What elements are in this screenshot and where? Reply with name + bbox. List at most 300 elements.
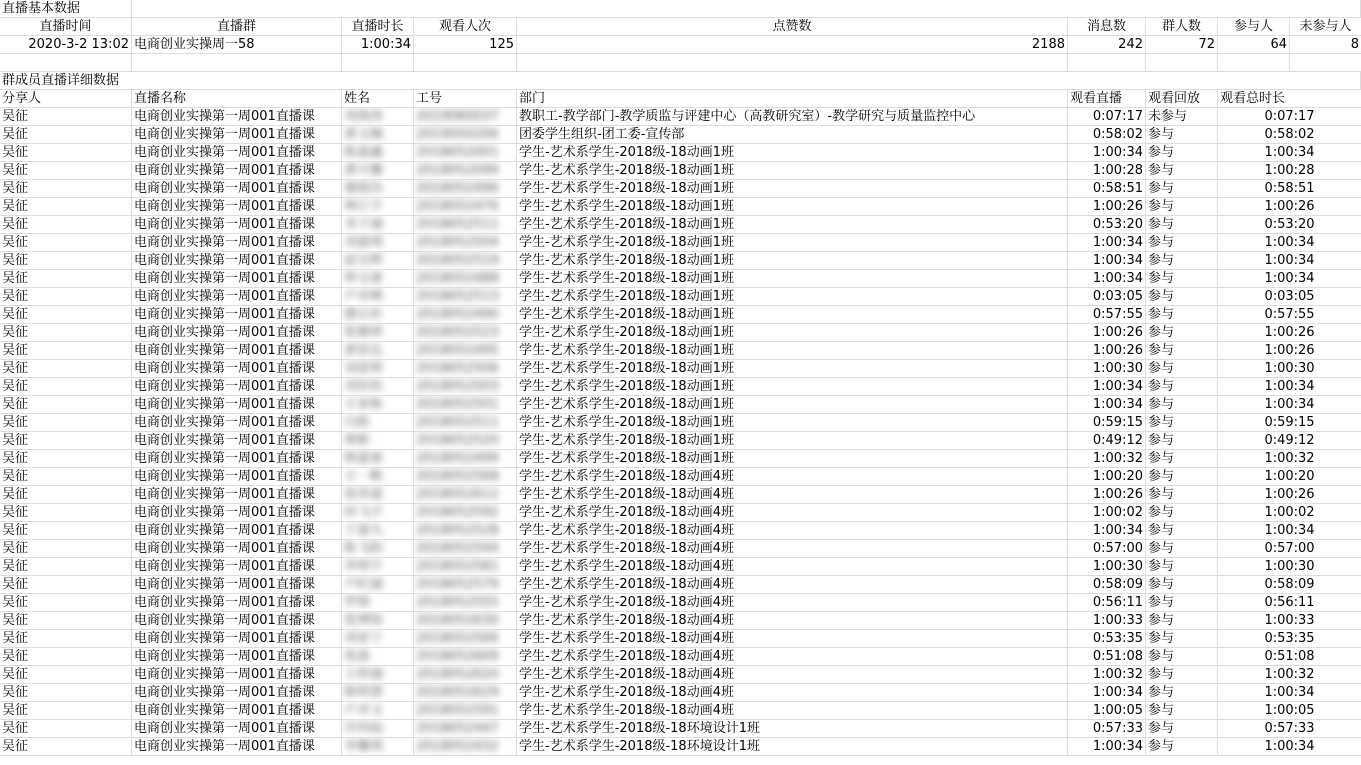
watch-replay-cell[interactable] bbox=[1146, 468, 1218, 486]
department-cell[interactable] bbox=[517, 540, 1068, 558]
total-watch-time-cell[interactable] bbox=[1218, 540, 1361, 558]
employee-id-cell[interactable] bbox=[414, 288, 517, 306]
total-watch-time-cell[interactable] bbox=[1218, 666, 1361, 684]
total-watch-time-cell[interactable] bbox=[1218, 720, 1361, 738]
total-watch-time-cell[interactable] bbox=[1218, 360, 1361, 378]
member-name-cell[interactable] bbox=[342, 594, 414, 612]
sharer-cell[interactable] bbox=[0, 216, 132, 234]
total-watch-time-cell[interactable] bbox=[1218, 288, 1361, 306]
watch-replay-cell[interactable] bbox=[1146, 252, 1218, 270]
department-cell[interactable] bbox=[517, 432, 1068, 450]
employee-id-cell[interactable] bbox=[414, 576, 517, 594]
live-name-cell[interactable] bbox=[132, 576, 342, 594]
live-name-cell[interactable] bbox=[132, 288, 342, 306]
employee-id-cell[interactable] bbox=[414, 342, 517, 360]
watch-replay-cell[interactable] bbox=[1146, 396, 1218, 414]
total-watch-time-cell[interactable] bbox=[1218, 108, 1361, 126]
sharer-cell[interactable] bbox=[0, 684, 132, 702]
member-name-cell[interactable] bbox=[342, 504, 414, 522]
empty-cell[interactable] bbox=[342, 54, 414, 72]
live-name-cell[interactable] bbox=[132, 342, 342, 360]
watch-replay-cell[interactable] bbox=[1146, 414, 1218, 432]
value-likes[interactable]: 2188 bbox=[517, 36, 1068, 54]
watch-live-cell[interactable] bbox=[1068, 162, 1146, 180]
live-name-cell[interactable] bbox=[132, 738, 342, 756]
watch-live-cell[interactable] bbox=[1068, 324, 1146, 342]
watch-live-cell[interactable] bbox=[1068, 126, 1146, 144]
basic-section-title[interactable]: 直播基本数据 bbox=[0, 0, 132, 18]
live-name-cell[interactable] bbox=[132, 360, 342, 378]
employee-id-cell[interactable] bbox=[414, 198, 517, 216]
sharer-cell[interactable] bbox=[0, 108, 132, 126]
department-cell[interactable] bbox=[517, 198, 1068, 216]
member-name-cell[interactable] bbox=[342, 198, 414, 216]
total-watch-time-cell[interactable] bbox=[1218, 522, 1361, 540]
employee-id-cell[interactable] bbox=[414, 684, 517, 702]
department-cell[interactable] bbox=[517, 468, 1068, 486]
sharer-cell[interactable] bbox=[0, 342, 132, 360]
sharer-cell[interactable] bbox=[0, 468, 132, 486]
employee-id-cell[interactable] bbox=[414, 486, 517, 504]
header-watch-replay[interactable]: 观看回放 bbox=[1146, 90, 1218, 108]
watch-live-cell[interactable] bbox=[1068, 396, 1146, 414]
employee-id-cell[interactable] bbox=[414, 270, 517, 288]
member-name-cell[interactable] bbox=[342, 684, 414, 702]
member-name-cell[interactable] bbox=[342, 288, 414, 306]
member-name-cell[interactable] bbox=[342, 252, 414, 270]
sharer-cell[interactable] bbox=[0, 252, 132, 270]
total-watch-time-cell[interactable] bbox=[1218, 576, 1361, 594]
watch-live-cell[interactable] bbox=[1068, 522, 1146, 540]
live-name-cell[interactable] bbox=[132, 486, 342, 504]
header-department[interactable]: 部门 bbox=[517, 90, 1068, 108]
department-cell[interactable] bbox=[517, 504, 1068, 522]
member-name-cell[interactable] bbox=[342, 378, 414, 396]
department-cell[interactable] bbox=[517, 144, 1068, 162]
live-name-cell[interactable] bbox=[132, 108, 342, 126]
member-name-cell[interactable] bbox=[342, 126, 414, 144]
watch-live-cell[interactable] bbox=[1068, 108, 1146, 126]
watch-live-cell[interactable] bbox=[1068, 432, 1146, 450]
employee-id-cell[interactable] bbox=[414, 504, 517, 522]
employee-id-cell[interactable] bbox=[414, 666, 517, 684]
live-name-cell[interactable] bbox=[132, 270, 342, 288]
total-watch-time-cell[interactable] bbox=[1218, 486, 1361, 504]
empty-cell[interactable] bbox=[1146, 54, 1218, 72]
value-view-count[interactable]: 125 bbox=[414, 36, 517, 54]
header-live-time[interactable]: 直播时间 bbox=[0, 18, 132, 36]
sharer-cell[interactable] bbox=[0, 198, 132, 216]
department-cell[interactable] bbox=[517, 306, 1068, 324]
member-name-cell[interactable] bbox=[342, 576, 414, 594]
empty-cell[interactable] bbox=[517, 54, 1068, 72]
live-name-cell[interactable] bbox=[132, 630, 342, 648]
watch-replay-cell[interactable] bbox=[1146, 702, 1218, 720]
watch-replay-cell[interactable] bbox=[1146, 126, 1218, 144]
member-name-cell[interactable] bbox=[342, 432, 414, 450]
watch-replay-cell[interactable] bbox=[1146, 180, 1218, 198]
member-name-cell[interactable] bbox=[342, 144, 414, 162]
member-name-cell[interactable] bbox=[342, 522, 414, 540]
employee-id-cell[interactable] bbox=[414, 234, 517, 252]
sharer-cell[interactable] bbox=[0, 720, 132, 738]
employee-id-cell[interactable] bbox=[414, 396, 517, 414]
header-participants[interactable]: 参与人 bbox=[1218, 18, 1290, 36]
member-name-cell[interactable] bbox=[342, 666, 414, 684]
live-name-cell[interactable] bbox=[132, 612, 342, 630]
employee-id-cell[interactable] bbox=[414, 324, 517, 342]
header-non-participants[interactable]: 未参与人 bbox=[1290, 18, 1361, 36]
sharer-cell[interactable] bbox=[0, 144, 132, 162]
department-cell[interactable] bbox=[517, 594, 1068, 612]
sharer-cell[interactable] bbox=[0, 234, 132, 252]
member-name-cell[interactable] bbox=[342, 414, 414, 432]
total-watch-time-cell[interactable] bbox=[1218, 612, 1361, 630]
value-messages[interactable]: 242 bbox=[1068, 36, 1146, 54]
value-participants[interactable]: 64 bbox=[1218, 36, 1290, 54]
member-name-cell[interactable] bbox=[342, 306, 414, 324]
employee-id-cell[interactable] bbox=[414, 252, 517, 270]
watch-live-cell[interactable] bbox=[1068, 666, 1146, 684]
employee-id-cell[interactable] bbox=[414, 594, 517, 612]
live-name-cell[interactable] bbox=[132, 468, 342, 486]
watch-replay-cell[interactable] bbox=[1146, 486, 1218, 504]
watch-replay-cell[interactable] bbox=[1146, 306, 1218, 324]
header-live-group[interactable]: 直播群 bbox=[132, 18, 342, 36]
sharer-cell[interactable] bbox=[0, 486, 132, 504]
live-name-cell[interactable] bbox=[132, 396, 342, 414]
header-live-duration[interactable]: 直播时长 bbox=[342, 18, 414, 36]
employee-id-cell[interactable] bbox=[414, 648, 517, 666]
department-cell[interactable] bbox=[517, 234, 1068, 252]
department-cell[interactable] bbox=[517, 396, 1068, 414]
watch-replay-cell[interactable] bbox=[1146, 648, 1218, 666]
total-watch-time-cell[interactable] bbox=[1218, 270, 1361, 288]
sharer-cell[interactable] bbox=[0, 702, 132, 720]
header-sharer[interactable]: 分享人 bbox=[0, 90, 132, 108]
watch-replay-cell[interactable] bbox=[1146, 504, 1218, 522]
watch-replay-cell[interactable] bbox=[1146, 198, 1218, 216]
employee-id-cell[interactable] bbox=[414, 558, 517, 576]
watch-replay-cell[interactable] bbox=[1146, 378, 1218, 396]
watch-replay-cell[interactable] bbox=[1146, 162, 1218, 180]
watch-live-cell[interactable] bbox=[1068, 270, 1146, 288]
empty-cell[interactable] bbox=[1068, 54, 1146, 72]
watch-live-cell[interactable] bbox=[1068, 252, 1146, 270]
department-cell[interactable] bbox=[517, 738, 1068, 756]
member-name-cell[interactable] bbox=[342, 612, 414, 630]
department-cell[interactable] bbox=[517, 324, 1068, 342]
live-name-cell[interactable] bbox=[132, 216, 342, 234]
live-name-cell[interactable] bbox=[132, 684, 342, 702]
member-name-cell[interactable] bbox=[342, 324, 414, 342]
sharer-cell[interactable] bbox=[0, 180, 132, 198]
live-name-cell[interactable] bbox=[132, 432, 342, 450]
live-name-cell[interactable] bbox=[132, 234, 342, 252]
sharer-cell[interactable] bbox=[0, 666, 132, 684]
sharer-cell[interactable] bbox=[0, 738, 132, 756]
watch-replay-cell[interactable] bbox=[1146, 324, 1218, 342]
watch-live-cell[interactable] bbox=[1068, 288, 1146, 306]
watch-live-cell[interactable] bbox=[1068, 360, 1146, 378]
sharer-cell[interactable] bbox=[0, 450, 132, 468]
live-name-cell[interactable] bbox=[132, 378, 342, 396]
department-cell[interactable] bbox=[517, 288, 1068, 306]
watch-live-cell[interactable] bbox=[1068, 144, 1146, 162]
sharer-cell[interactable] bbox=[0, 378, 132, 396]
live-name-cell[interactable] bbox=[132, 162, 342, 180]
total-watch-time-cell[interactable] bbox=[1218, 594, 1361, 612]
employee-id-cell[interactable] bbox=[414, 378, 517, 396]
empty-cell[interactable] bbox=[1218, 54, 1290, 72]
sharer-cell[interactable] bbox=[0, 432, 132, 450]
live-name-cell[interactable] bbox=[132, 324, 342, 342]
watch-replay-cell[interactable] bbox=[1146, 576, 1218, 594]
member-name-cell[interactable] bbox=[342, 468, 414, 486]
watch-live-cell[interactable] bbox=[1068, 234, 1146, 252]
department-cell[interactable] bbox=[517, 414, 1068, 432]
header-employee-id[interactable]: 工号 bbox=[414, 90, 517, 108]
watch-live-cell[interactable] bbox=[1068, 180, 1146, 198]
sharer-cell[interactable] bbox=[0, 540, 132, 558]
live-name-cell[interactable] bbox=[132, 414, 342, 432]
header-group-size[interactable]: 群人数 bbox=[1146, 18, 1218, 36]
department-cell[interactable] bbox=[517, 522, 1068, 540]
department-cell[interactable] bbox=[517, 702, 1068, 720]
total-watch-time-cell[interactable] bbox=[1218, 126, 1361, 144]
member-name-cell[interactable] bbox=[342, 270, 414, 288]
empty-cell[interactable] bbox=[132, 54, 342, 72]
watch-live-cell[interactable] bbox=[1068, 612, 1146, 630]
department-cell[interactable] bbox=[517, 108, 1068, 126]
member-name-cell[interactable] bbox=[342, 360, 414, 378]
value-non-participants[interactable]: 8 bbox=[1290, 36, 1361, 54]
total-watch-time-cell[interactable] bbox=[1218, 432, 1361, 450]
total-watch-time-cell[interactable] bbox=[1218, 180, 1361, 198]
member-name-cell[interactable] bbox=[342, 486, 414, 504]
department-cell[interactable] bbox=[517, 558, 1068, 576]
watch-replay-cell[interactable] bbox=[1146, 630, 1218, 648]
member-name-cell[interactable] bbox=[342, 342, 414, 360]
watch-replay-cell[interactable] bbox=[1146, 432, 1218, 450]
employee-id-cell[interactable] bbox=[414, 414, 517, 432]
live-name-cell[interactable] bbox=[132, 504, 342, 522]
live-name-cell[interactable] bbox=[132, 720, 342, 738]
header-likes[interactable]: 点赞数 bbox=[517, 18, 1068, 36]
total-watch-time-cell[interactable] bbox=[1218, 738, 1361, 756]
employee-id-cell[interactable] bbox=[414, 738, 517, 756]
department-cell[interactable] bbox=[517, 270, 1068, 288]
empty-cell[interactable] bbox=[414, 54, 517, 72]
total-watch-time-cell[interactable] bbox=[1218, 648, 1361, 666]
sharer-cell[interactable] bbox=[0, 360, 132, 378]
employee-id-cell[interactable] bbox=[414, 720, 517, 738]
employee-id-cell[interactable] bbox=[414, 540, 517, 558]
member-name-cell[interactable] bbox=[342, 558, 414, 576]
total-watch-time-cell[interactable] bbox=[1218, 306, 1361, 324]
sharer-cell[interactable] bbox=[0, 558, 132, 576]
sharer-cell[interactable] bbox=[0, 162, 132, 180]
department-cell[interactable] bbox=[517, 486, 1068, 504]
employee-id-cell[interactable] bbox=[414, 216, 517, 234]
live-name-cell[interactable] bbox=[132, 450, 342, 468]
total-watch-time-cell[interactable] bbox=[1218, 396, 1361, 414]
sharer-cell[interactable] bbox=[0, 630, 132, 648]
member-name-cell[interactable] bbox=[342, 540, 414, 558]
sharer-cell[interactable] bbox=[0, 270, 132, 288]
department-cell[interactable] bbox=[517, 378, 1068, 396]
employee-id-cell[interactable] bbox=[414, 108, 517, 126]
watch-replay-cell[interactable] bbox=[1146, 234, 1218, 252]
watch-live-cell[interactable] bbox=[1068, 648, 1146, 666]
member-name-cell[interactable] bbox=[342, 450, 414, 468]
employee-id-cell[interactable] bbox=[414, 468, 517, 486]
sharer-cell[interactable] bbox=[0, 648, 132, 666]
employee-id-cell[interactable] bbox=[414, 612, 517, 630]
live-name-cell[interactable] bbox=[132, 306, 342, 324]
total-watch-time-cell[interactable] bbox=[1218, 684, 1361, 702]
total-watch-time-cell[interactable] bbox=[1218, 702, 1361, 720]
value-group-size[interactable]: 72 bbox=[1146, 36, 1218, 54]
watch-replay-cell[interactable] bbox=[1146, 666, 1218, 684]
total-watch-time-cell[interactable] bbox=[1218, 216, 1361, 234]
employee-id-cell[interactable] bbox=[414, 450, 517, 468]
sharer-cell[interactable] bbox=[0, 126, 132, 144]
total-watch-time-cell[interactable] bbox=[1218, 630, 1361, 648]
employee-id-cell[interactable] bbox=[414, 126, 517, 144]
member-name-cell[interactable] bbox=[342, 702, 414, 720]
member-name-cell[interactable] bbox=[342, 180, 414, 198]
department-cell[interactable] bbox=[517, 342, 1068, 360]
employee-id-cell[interactable] bbox=[414, 180, 517, 198]
total-watch-time-cell[interactable] bbox=[1218, 414, 1361, 432]
department-cell[interactable] bbox=[517, 126, 1068, 144]
live-name-cell[interactable] bbox=[132, 594, 342, 612]
total-watch-time-cell[interactable] bbox=[1218, 198, 1361, 216]
watch-replay-cell[interactable] bbox=[1146, 270, 1218, 288]
live-name-cell[interactable] bbox=[132, 540, 342, 558]
member-name-cell[interactable] bbox=[342, 396, 414, 414]
department-cell[interactable] bbox=[517, 720, 1068, 738]
live-name-cell[interactable] bbox=[132, 702, 342, 720]
watch-live-cell[interactable] bbox=[1068, 342, 1146, 360]
watch-replay-cell[interactable] bbox=[1146, 738, 1218, 756]
employee-id-cell[interactable] bbox=[414, 144, 517, 162]
live-name-cell[interactable] bbox=[132, 666, 342, 684]
sharer-cell[interactable] bbox=[0, 594, 132, 612]
watch-replay-cell[interactable] bbox=[1146, 288, 1218, 306]
watch-replay-cell[interactable] bbox=[1146, 342, 1218, 360]
watch-replay-cell[interactable] bbox=[1146, 108, 1218, 126]
employee-id-cell[interactable] bbox=[414, 360, 517, 378]
header-messages[interactable]: 消息数 bbox=[1068, 18, 1146, 36]
header-watch-live[interactable]: 观看直播 bbox=[1068, 90, 1146, 108]
live-name-cell[interactable] bbox=[132, 144, 342, 162]
live-name-cell[interactable] bbox=[132, 180, 342, 198]
member-name-cell[interactable] bbox=[342, 234, 414, 252]
total-watch-time-cell[interactable] bbox=[1218, 234, 1361, 252]
sharer-cell[interactable] bbox=[0, 324, 132, 342]
total-watch-time-cell[interactable] bbox=[1218, 378, 1361, 396]
department-cell[interactable] bbox=[517, 684, 1068, 702]
empty-cell[interactable] bbox=[132, 0, 1361, 18]
watch-live-cell[interactable] bbox=[1068, 306, 1146, 324]
header-view-count[interactable]: 观看人次 bbox=[414, 18, 517, 36]
value-live-duration[interactable]: 1:00:34 bbox=[342, 36, 414, 54]
watch-live-cell[interactable] bbox=[1068, 198, 1146, 216]
department-cell[interactable] bbox=[517, 630, 1068, 648]
total-watch-time-cell[interactable] bbox=[1218, 324, 1361, 342]
employee-id-cell[interactable] bbox=[414, 162, 517, 180]
member-name-cell[interactable] bbox=[342, 738, 414, 756]
sharer-cell[interactable] bbox=[0, 414, 132, 432]
watch-live-cell[interactable] bbox=[1068, 216, 1146, 234]
sharer-cell[interactable] bbox=[0, 306, 132, 324]
live-name-cell[interactable] bbox=[132, 252, 342, 270]
employee-id-cell[interactable] bbox=[414, 522, 517, 540]
watch-replay-cell[interactable] bbox=[1146, 558, 1218, 576]
watch-replay-cell[interactable] bbox=[1146, 360, 1218, 378]
watch-live-cell[interactable] bbox=[1068, 702, 1146, 720]
watch-live-cell[interactable] bbox=[1068, 576, 1146, 594]
department-cell[interactable] bbox=[517, 648, 1068, 666]
total-watch-time-cell[interactable] bbox=[1218, 504, 1361, 522]
department-cell[interactable] bbox=[517, 360, 1068, 378]
watch-live-cell[interactable] bbox=[1068, 540, 1146, 558]
department-cell[interactable] bbox=[517, 576, 1068, 594]
value-live-group[interactable]: 电商创业实操周一58 bbox=[132, 36, 342, 54]
watch-replay-cell[interactable] bbox=[1146, 450, 1218, 468]
department-cell[interactable] bbox=[517, 252, 1068, 270]
live-name-cell[interactable] bbox=[132, 522, 342, 540]
sharer-cell[interactable] bbox=[0, 612, 132, 630]
sharer-cell[interactable] bbox=[0, 288, 132, 306]
member-name-cell[interactable] bbox=[342, 648, 414, 666]
header-total-watch-time[interactable]: 观看总时长 bbox=[1218, 90, 1361, 108]
live-name-cell[interactable] bbox=[132, 648, 342, 666]
watch-live-cell[interactable] bbox=[1068, 720, 1146, 738]
watch-live-cell[interactable] bbox=[1068, 378, 1146, 396]
empty-cell[interactable] bbox=[0, 54, 132, 72]
department-cell[interactable] bbox=[517, 612, 1068, 630]
empty-cell[interactable] bbox=[342, 72, 1361, 90]
header-member-name[interactable]: 姓名 bbox=[342, 90, 414, 108]
live-name-cell[interactable] bbox=[132, 558, 342, 576]
watch-live-cell[interactable] bbox=[1068, 738, 1146, 756]
department-cell[interactable] bbox=[517, 216, 1068, 234]
watch-live-cell[interactable] bbox=[1068, 468, 1146, 486]
header-live-name[interactable]: 直播名称 bbox=[132, 90, 342, 108]
total-watch-time-cell[interactable] bbox=[1218, 468, 1361, 486]
employee-id-cell[interactable] bbox=[414, 432, 517, 450]
department-cell[interactable] bbox=[517, 180, 1068, 198]
total-watch-time-cell[interactable] bbox=[1218, 144, 1361, 162]
watch-live-cell[interactable] bbox=[1068, 558, 1146, 576]
empty-cell[interactable] bbox=[1290, 54, 1361, 72]
watch-live-cell[interactable] bbox=[1068, 684, 1146, 702]
total-watch-time-cell[interactable] bbox=[1218, 558, 1361, 576]
watch-live-cell[interactable] bbox=[1068, 486, 1146, 504]
watch-live-cell[interactable] bbox=[1068, 414, 1146, 432]
watch-replay-cell[interactable] bbox=[1146, 612, 1218, 630]
department-cell[interactable] bbox=[517, 450, 1068, 468]
watch-replay-cell[interactable] bbox=[1146, 522, 1218, 540]
employee-id-cell[interactable] bbox=[414, 702, 517, 720]
watch-live-cell[interactable] bbox=[1068, 450, 1146, 468]
watch-replay-cell[interactable] bbox=[1146, 540, 1218, 558]
member-name-cell[interactable] bbox=[342, 720, 414, 738]
sharer-cell[interactable] bbox=[0, 396, 132, 414]
